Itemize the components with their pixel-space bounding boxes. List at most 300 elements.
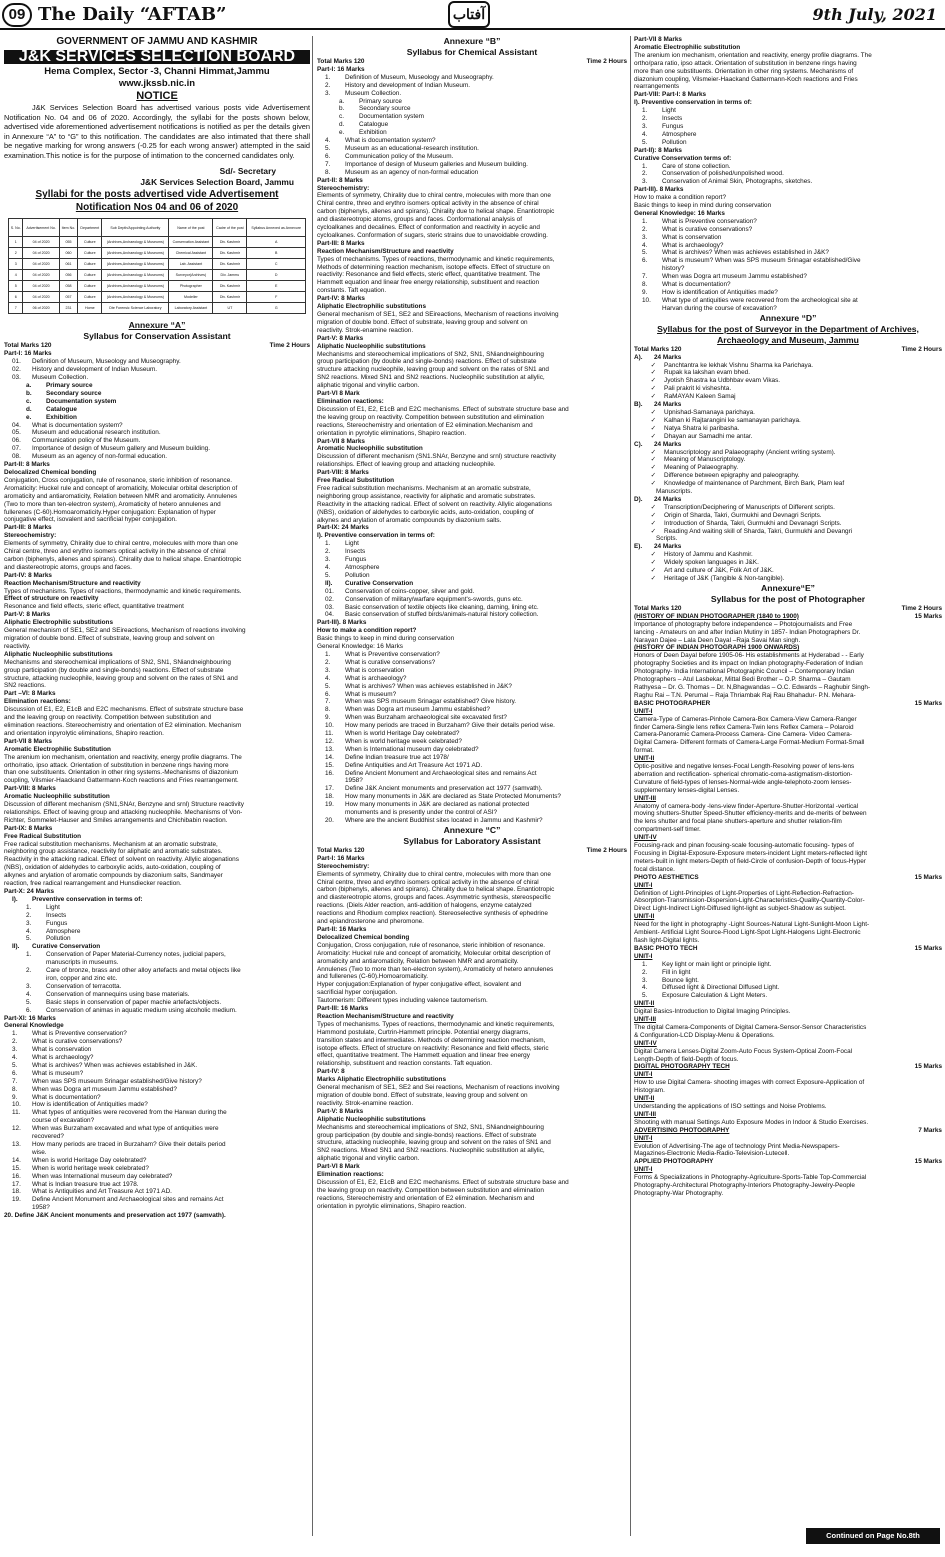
line-text: Annexure “D” bbox=[759, 312, 817, 323]
item-number: 12. bbox=[12, 1125, 21, 1133]
text-line bbox=[317, 785, 627, 793]
text-line bbox=[634, 992, 942, 1000]
line-text: UNIT-II bbox=[634, 755, 655, 763]
item-number: A). bbox=[634, 353, 643, 361]
line-text: Elements of symmetry, Chirality due to chiral centre, molecules with more than one bbox=[4, 540, 238, 548]
line-text: Light bbox=[662, 107, 676, 115]
text-line bbox=[4, 611, 310, 619]
line-text: compartment-self timer. bbox=[634, 826, 701, 834]
line-text: What is conservation bbox=[345, 666, 405, 674]
line-text: Fungus bbox=[345, 556, 367, 564]
text-line bbox=[634, 937, 942, 945]
item-number: 4. bbox=[12, 1054, 18, 1062]
line-text: cycloalkanes. Conformation of sugars, steric strains due to unavoidable crowding. bbox=[317, 231, 548, 239]
line-text: and diastereotropic atoms, groups and faces. bbox=[4, 563, 132, 571]
text-line bbox=[634, 265, 942, 273]
line-text: Free radical substitution mechanisms. Mechanism at an aromatic substrate, bbox=[317, 484, 531, 492]
text-line bbox=[317, 1076, 627, 1084]
notice-heading: NOTICE bbox=[136, 89, 178, 102]
line-text: structure, attacking nucleophile, leaving group and solvent on the rates of SN1 and bbox=[4, 674, 238, 682]
line-text: Importance of photography before independence – Photojournalists and Free bbox=[634, 620, 853, 628]
text-line bbox=[4, 754, 310, 762]
table-cell: Div. Kashmir bbox=[213, 292, 247, 303]
item-number: d. bbox=[339, 121, 345, 129]
text-line bbox=[634, 668, 942, 676]
text-line bbox=[317, 1147, 627, 1155]
line-text: Reaction Mechanism/Structure and reactivity bbox=[317, 247, 454, 255]
line-text: Part-III). 8 Marks bbox=[634, 186, 684, 194]
text-line bbox=[317, 224, 627, 232]
text-line bbox=[317, 1187, 627, 1195]
item-number: 12. bbox=[325, 737, 334, 745]
item-number: 3. bbox=[26, 982, 32, 990]
text-line bbox=[634, 644, 942, 652]
table-row bbox=[9, 292, 306, 303]
line-text: Part-VII 8 Marks bbox=[317, 437, 365, 445]
text-line bbox=[634, 969, 942, 977]
line-text: What is documentation system? bbox=[345, 137, 436, 145]
line-text: Camera-Panoramic Camera-Process Camera- Cine Camera- Video Camera- bbox=[634, 731, 852, 739]
line-text: structure, attacking nucleophile, leaving group and solvent on the rates of SN1 and bbox=[317, 1139, 551, 1147]
table-cell: G bbox=[247, 303, 306, 314]
text-line bbox=[4, 358, 310, 366]
table-cell: 04 of 2020 bbox=[23, 292, 59, 303]
line-text: Natya Shatra ki paribasha. bbox=[664, 424, 740, 432]
text-line bbox=[317, 934, 627, 942]
item-number: c. bbox=[26, 397, 32, 405]
line-text: Basic things to keep in mind during conservation bbox=[317, 635, 455, 643]
line-text: moving shutters-Shutter Speed-Shutter efficiency-merits and de-merits of between bbox=[634, 810, 867, 818]
line-text: ortho/ratio, ipso attack. Orientation of substitution in benzene rings having more bbox=[4, 761, 229, 769]
line-text: Chiral centre, threo and erythro isomers optical activity in the absence of chiral bbox=[317, 200, 539, 208]
text-line bbox=[634, 425, 942, 433]
line-text: Part-IV: 8 bbox=[317, 1068, 345, 1076]
line-text: more than one substituents. Orientation in other ring systems. Mechanisms of bbox=[634, 67, 854, 75]
text-line bbox=[317, 596, 627, 604]
text-line bbox=[317, 746, 627, 754]
line-text: Methods of determining reaction mechanism, isotope effects. Effect of structure on bbox=[317, 263, 550, 271]
text-line bbox=[317, 1037, 627, 1045]
item-number: 02. bbox=[325, 595, 334, 603]
text-line bbox=[634, 210, 942, 218]
line-text: Curvature of field-types of lenses-Normal-wide angle-telephoto-zoom lenses- bbox=[634, 778, 852, 786]
line-text: How is identification of Antiquities made? bbox=[662, 289, 778, 296]
line-text: Digital Camera Lenses-Digital Zoom-Auto Focus System-Optical Zoom-Focal bbox=[634, 1047, 853, 1055]
text-line bbox=[634, 1119, 942, 1127]
text-line bbox=[4, 548, 310, 556]
text-line bbox=[317, 453, 627, 461]
text-line bbox=[4, 1109, 310, 1117]
text-line bbox=[634, 543, 942, 551]
line-text: Reactivity in the attacking radical. Effect of solvent on reactivity. Allylic alogenations bbox=[317, 500, 552, 508]
text-line bbox=[4, 904, 310, 912]
text-line bbox=[634, 897, 942, 905]
text-line bbox=[4, 493, 310, 501]
line-text: When was SPS museum Srinagar established/Give history? bbox=[32, 1077, 202, 1085]
item-number: 3. bbox=[26, 919, 32, 927]
text-line bbox=[634, 194, 942, 202]
table-cell: (Archives,Archaeology & Museums) bbox=[102, 270, 169, 281]
text-line bbox=[4, 627, 310, 635]
line-text: Annexure “B” bbox=[443, 36, 501, 46]
line-text: What is archaeology? bbox=[32, 1054, 94, 1062]
item-number: 5. bbox=[642, 138, 648, 146]
line-text: monuments and is presently under the control of ASI? bbox=[345, 809, 498, 817]
text-line bbox=[634, 449, 942, 457]
line-text: the leaving group on reactivity. Competition between substitution and elimination bbox=[317, 1186, 544, 1194]
text-line bbox=[4, 1117, 310, 1125]
line-text: What is documentation system? bbox=[32, 421, 123, 429]
line-text: Hammett equation and linear free energy relationship, substituent and reaction bbox=[317, 279, 540, 287]
item-number: 1. bbox=[642, 162, 648, 170]
line-text: PHOTO AESTHETICS bbox=[634, 873, 699, 881]
table-cell: 1 bbox=[9, 237, 23, 248]
text-line bbox=[4, 398, 310, 406]
item-number: 06. bbox=[12, 437, 21, 445]
text-line bbox=[317, 825, 627, 836]
table-cell: 04 of 2020 bbox=[23, 259, 59, 270]
text-line bbox=[4, 374, 310, 382]
issue-date: 9th July, 2021 bbox=[812, 5, 937, 24]
right-value: 15 Marks bbox=[914, 873, 942, 881]
line-text: What types of antiquities were recovered from the Harwan during the bbox=[32, 1109, 227, 1117]
text-line bbox=[634, 313, 942, 324]
line-text: reaction, free radical rearrangement and Hunsdiecker reaction. bbox=[4, 880, 182, 888]
line-text: course of excavation? bbox=[32, 1117, 95, 1125]
line-text: Definition of Museum, Museology and Museography. bbox=[32, 358, 181, 366]
text-line bbox=[317, 942, 627, 950]
text-line bbox=[4, 785, 310, 793]
item-number: 5. bbox=[642, 249, 648, 257]
text-line bbox=[4, 833, 310, 841]
table-cell: (Archives,Archaeology & Museums) bbox=[102, 259, 169, 270]
item-number: 9. bbox=[642, 289, 648, 296]
text-line bbox=[634, 834, 942, 842]
text-line bbox=[317, 485, 627, 493]
line-text: Pollution bbox=[345, 571, 370, 579]
text-line bbox=[317, 855, 627, 863]
text-line bbox=[317, 564, 627, 572]
line-text: Bounce light. bbox=[662, 976, 699, 984]
text-line bbox=[634, 1174, 942, 1182]
table-cell: Div. Kashmir bbox=[213, 259, 247, 270]
text-line bbox=[4, 880, 310, 888]
text-line bbox=[634, 335, 942, 346]
line-text: Types of mechanisms. Types of reactions, thermodynamic and kinetic requirements, bbox=[317, 255, 555, 263]
board-banner: J&K SERVICES SELECTION BOARD bbox=[4, 50, 310, 64]
line-text: Kalhan ki Rajtarangini ke samanayan parichaya. bbox=[664, 416, 801, 424]
line-text: Transcription/Deciphering of Manuscripts of Different scripts. bbox=[664, 503, 835, 511]
line-text: How many periods are traced in Burzaham? Give their details period wise. bbox=[345, 722, 555, 730]
line-text: When was Dogra art museum Jammu established? bbox=[345, 706, 490, 714]
text-line bbox=[634, 1095, 942, 1103]
line-text: When is International museum day celebrated? bbox=[345, 745, 479, 753]
text-line bbox=[634, 905, 942, 913]
text-line bbox=[4, 682, 310, 690]
text-line bbox=[4, 928, 310, 936]
table-cell: Surveyor(Archives) bbox=[169, 270, 213, 281]
line-text: Photography- India International Photographic Council – Contemporary Indian bbox=[634, 668, 855, 676]
text-line bbox=[634, 115, 942, 123]
text-line bbox=[317, 918, 627, 926]
table-cell: 7 bbox=[9, 303, 23, 314]
line-text: Annulenes (Two to more than ten-electron system), Aromaticity of hetero annulenes bbox=[317, 965, 554, 973]
text-line bbox=[4, 888, 310, 896]
text-line bbox=[4, 1015, 310, 1023]
table-header-cell: Item No. bbox=[59, 219, 77, 237]
text-line bbox=[634, 401, 942, 409]
text-line bbox=[4, 453, 310, 461]
line-text: history? bbox=[662, 265, 685, 273]
line-text: migration of double bond. Effect of substrate, leaving group and solvent on bbox=[4, 635, 215, 642]
text-line bbox=[317, 319, 627, 327]
item-number: 1. bbox=[642, 217, 648, 225]
item-number: 11. bbox=[12, 1109, 21, 1117]
text-line bbox=[634, 779, 942, 787]
line-text: photography Societies and its impact on Indian photography-Federation of Indian bbox=[634, 660, 863, 668]
text-line bbox=[634, 1000, 942, 1008]
line-text: Jyotish Shastra ka Udbhbav evam Vikas. bbox=[664, 377, 781, 385]
line-text: Widely spoken languages in J&K. bbox=[664, 559, 759, 567]
text-line bbox=[4, 896, 310, 904]
line-text: Secondary source bbox=[359, 105, 411, 113]
text-line bbox=[317, 351, 627, 359]
text-line bbox=[317, 279, 627, 287]
table-cell: Div. Kashmir bbox=[213, 237, 247, 248]
line-text: aberration and rectification- spherical chromatic-coma-astigmatism-distortion- bbox=[634, 770, 853, 778]
line-text: Care of bronze, brass and other alloy artefacts and metal objects like bbox=[46, 967, 241, 975]
text-line bbox=[4, 1141, 310, 1149]
text-line bbox=[4, 469, 310, 477]
text-line bbox=[634, 984, 942, 992]
item-number: 5. bbox=[325, 571, 331, 579]
text-line bbox=[634, 147, 942, 155]
item-number: 7. bbox=[12, 1077, 18, 1085]
text-line bbox=[634, 652, 942, 660]
table-cell: (Archives,Archaeology & Museums) bbox=[102, 237, 169, 248]
government-heading: GOVERNMENT OF JAMMU AND KASHMIR bbox=[56, 36, 258, 47]
item-number: 8. bbox=[325, 706, 331, 714]
line-text: Part-IV: 8 Marks bbox=[4, 571, 52, 579]
text-line bbox=[634, 629, 942, 637]
table-row bbox=[9, 248, 306, 259]
text-line bbox=[4, 524, 310, 532]
line-text: Part-II: 16 Marks bbox=[317, 925, 367, 933]
table-cell: 055 bbox=[59, 237, 77, 248]
table-cell: 04 of 2020 bbox=[23, 270, 59, 281]
text-line bbox=[634, 226, 942, 234]
right-value: Time 2 Hours bbox=[586, 58, 627, 65]
line-text: aliphatic trigonal and vinyllic carbon. bbox=[317, 1155, 420, 1163]
text-line bbox=[634, 575, 942, 583]
text-line bbox=[4, 1133, 310, 1141]
line-text: meters-built in light meters-Depth of field-Circle of confusion-Depth of focus-Hyper bbox=[634, 857, 866, 865]
text-line bbox=[4, 1204, 310, 1212]
text-line bbox=[634, 818, 942, 826]
line-text: recovered? bbox=[32, 1133, 64, 1141]
line-text: transition states and intermediates. Methods of determining reaction mechanism, bbox=[317, 1036, 546, 1044]
line-text: Documentation system bbox=[46, 397, 117, 405]
text-line bbox=[317, 295, 627, 303]
line-text: UNIT-I bbox=[634, 707, 653, 715]
text-line bbox=[317, 406, 627, 414]
item-number: 05. bbox=[12, 429, 21, 437]
line-text: Communication policy of the Museum. bbox=[32, 437, 141, 445]
line-text: Part-VIII: Part-I: 8 Marks bbox=[634, 91, 707, 99]
line-text: cycloalkanes and decalines. Effect of conformation and reactivity in acyclic and bbox=[317, 224, 540, 232]
line-text: Importance of design of Museum gallery and Museum building. bbox=[32, 445, 210, 453]
item-number: a. bbox=[339, 97, 345, 105]
line-text: ADVERTISING PHOTOGRAPHY bbox=[634, 1126, 730, 1134]
text-line bbox=[317, 1132, 627, 1140]
line-text: Where are the ancient Buddhist sites located in Jammu and Kashmir? bbox=[345, 817, 543, 824]
text-line bbox=[317, 1092, 627, 1100]
right-value: Time 2 Hours bbox=[901, 604, 942, 612]
line-text: Origin of Sharda, Takri, Gurmukhi and Devnagri Scripts. bbox=[664, 511, 822, 519]
syllabi-subtitle: Notification Nos 04 and 06 of 2020 bbox=[75, 202, 239, 214]
line-text: UNIT-I bbox=[634, 952, 653, 960]
line-text: carbon (biphenyls, allenes and spirans). Chirality due to helical shape. Enantiotropic bbox=[317, 208, 555, 216]
line-text: What is Preventive conservation? bbox=[345, 650, 440, 658]
text-line bbox=[317, 1068, 627, 1076]
text-line bbox=[317, 121, 627, 129]
text-line bbox=[4, 706, 310, 714]
text-line bbox=[317, 477, 627, 485]
text-line bbox=[634, 441, 942, 449]
line-text: Total Marks 120 bbox=[634, 604, 682, 612]
text-line bbox=[634, 242, 942, 250]
line-text: What is curative conservations? bbox=[345, 658, 436, 666]
table-cell: Div. Kashmir bbox=[213, 248, 247, 259]
line-text: group participation (by double and single-bonds) reactions. Effect of substrate bbox=[4, 666, 224, 674]
line-text: Part-II: 8 Marks bbox=[4, 461, 50, 469]
line-text: What is archaeology? bbox=[345, 674, 407, 682]
text-line bbox=[317, 651, 627, 659]
line-text: How to make a condition report? bbox=[634, 194, 727, 202]
text-line bbox=[317, 1029, 627, 1037]
line-text: Part-V: 8 Marks bbox=[4, 611, 51, 619]
line-text: Hyper conjugation:Explanation of hyper conjugative effect, isovalent and bbox=[317, 981, 522, 989]
text-line bbox=[634, 1024, 942, 1032]
line-text: Knowledge of maintenance of Parchment, Birch Bark, Plam leaf bbox=[664, 480, 845, 488]
item-number: 1. bbox=[325, 73, 331, 81]
item-number: 4. bbox=[325, 674, 331, 682]
item-number: 3. bbox=[325, 556, 331, 564]
line-text: Part-VI 8 Mark bbox=[317, 390, 360, 398]
line-text: Magazines-Electronic Media-Radio-Television-Lutecell. bbox=[634, 1150, 790, 1158]
text-line bbox=[4, 825, 310, 833]
line-text: Conservation of polished/unpolished wood. bbox=[662, 170, 784, 178]
text-line bbox=[317, 82, 627, 90]
table-row bbox=[9, 270, 306, 281]
line-text: When was SPS museum Srinagar established? Give history. bbox=[345, 698, 517, 706]
text-line bbox=[634, 1087, 942, 1095]
text-line bbox=[634, 273, 942, 281]
text-line bbox=[4, 1173, 310, 1181]
line-text: Digital Basics-Introduction to Digital Imaging Principles. bbox=[634, 1008, 791, 1016]
item-number: 11. bbox=[325, 730, 334, 738]
item-number: 5. bbox=[642, 992, 648, 1000]
line-text: Annexure“E” bbox=[761, 582, 815, 593]
text-line bbox=[634, 1111, 942, 1119]
text-line bbox=[634, 763, 942, 771]
line-text: General Knowledge: 16 Marks bbox=[317, 643, 403, 651]
line-text: Light bbox=[345, 540, 359, 548]
text-line bbox=[634, 913, 942, 921]
line-text: fullerenes (C-60).Homoaromaticity.Hyper conjugation: Explanation of hyper bbox=[4, 508, 216, 516]
text-line bbox=[634, 155, 942, 163]
signature-title: Sd/- Secretary bbox=[219, 166, 276, 177]
item-number: 3. bbox=[325, 89, 331, 97]
item-number: 15. bbox=[325, 761, 334, 769]
text-line bbox=[634, 961, 942, 969]
line-text: Define Ancient Monument and Archaeological sites and remains Act bbox=[345, 769, 537, 777]
text-line bbox=[317, 958, 627, 966]
item-number: 8. bbox=[325, 168, 331, 176]
item-number: 10. bbox=[325, 722, 334, 730]
text-line bbox=[4, 762, 310, 770]
line-text: What is documentation? bbox=[32, 1093, 101, 1101]
text-line bbox=[317, 192, 627, 200]
text-line bbox=[317, 390, 627, 398]
text-line bbox=[317, 1171, 627, 1179]
line-text: The arenium ion mechanism, orientation and reactivity, energy profile diagrams. The bbox=[634, 51, 872, 59]
text-line bbox=[4, 793, 310, 801]
line-text: reactivity. Strok-enamine reaction. bbox=[317, 326, 414, 334]
text-line bbox=[4, 429, 310, 437]
line-text: Elements of symmetry, Chirality due to chiral centre, molecules with more than one bbox=[317, 870, 551, 878]
text-line bbox=[317, 1052, 627, 1060]
right-value: 15 Marks bbox=[914, 699, 942, 707]
line-text: Types of mechanisms. Types of reactions, thermodynamic and kinetic requirements, bbox=[317, 1020, 555, 1028]
line-text: the lens shutter and focal plane shutters-aperture and shutter relation-film bbox=[634, 818, 842, 826]
line-text: Pollution bbox=[46, 935, 71, 943]
line-text: How to make a condition report? bbox=[317, 627, 417, 635]
line-text: Aliphatic Nucleophilic substitutions bbox=[4, 650, 113, 658]
text-line bbox=[4, 1149, 310, 1157]
text-line bbox=[4, 920, 310, 928]
text-line bbox=[634, 700, 942, 708]
text-line bbox=[317, 1013, 627, 1021]
text-line bbox=[634, 202, 942, 210]
line-text: Free Radical Substitution bbox=[4, 832, 82, 840]
text-line bbox=[634, 289, 942, 297]
table-cell: Conservation Assistant bbox=[169, 237, 213, 248]
text-line bbox=[317, 461, 627, 469]
line-text: Museum and educational research institution. bbox=[32, 429, 161, 437]
text-line bbox=[317, 691, 627, 699]
text-line bbox=[4, 1070, 310, 1078]
text-line bbox=[317, 548, 627, 556]
text-line bbox=[4, 951, 310, 959]
text-line bbox=[317, 886, 627, 894]
text-line bbox=[634, 139, 942, 147]
text-line bbox=[634, 708, 942, 716]
signature-office: J&K Services Selection Board, Jammu bbox=[140, 177, 294, 188]
right-value: 15 Marks bbox=[914, 612, 942, 620]
item-number: 2. bbox=[642, 115, 648, 123]
line-text: UNIT-III bbox=[634, 1110, 657, 1118]
line-text: (NBS), oxidation of aldehydes to carboxylic acids, auto-oxidation, coupling of bbox=[4, 864, 221, 872]
line-text: Conservation of military/warfare equipment's-swords, guns etc. bbox=[345, 595, 523, 603]
table-cell: Laboratory Assistant bbox=[169, 303, 213, 314]
line-text: iron, copper and zinc etc. bbox=[46, 974, 118, 982]
text-line bbox=[317, 382, 627, 390]
line-text: Basic steps in conservation of paper machie artefacts/objects. bbox=[46, 998, 222, 1006]
item-number: 5. bbox=[325, 682, 331, 690]
line-text: Elimination reactions: bbox=[317, 397, 384, 405]
line-text: Chiral centre, threo and erythro isomers optical activity in the absence of chiral bbox=[317, 878, 539, 886]
